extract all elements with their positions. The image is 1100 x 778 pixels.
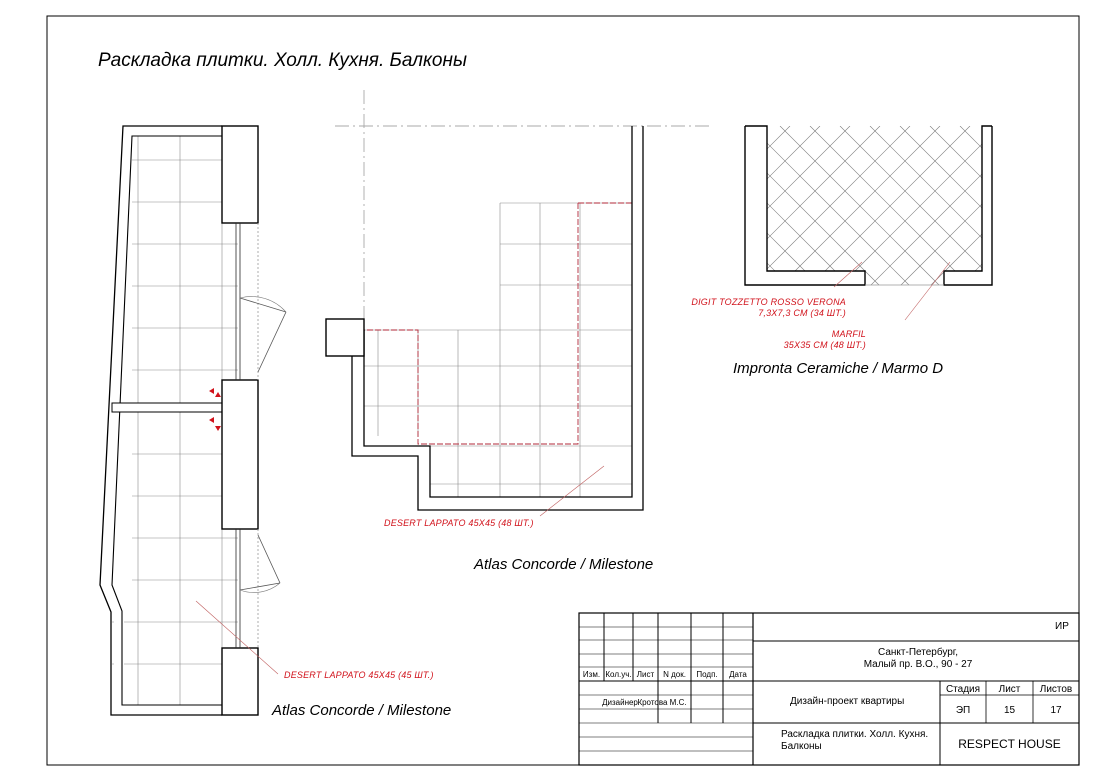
left-balcony-plan [100, 126, 286, 715]
title-block-code: ИР [1055, 621, 1069, 632]
company-name: RESPECT HOUSE [958, 737, 1061, 751]
right-tile-note-2-line1: MARFIL [831, 329, 866, 339]
address-line1: Санкт-Петербург, [878, 647, 958, 658]
designer-name: Кротова М.С. [637, 698, 687, 707]
sheet-value: 15 [1003, 705, 1016, 716]
drawing-title-line2: Балконы [781, 741, 822, 752]
right-balcony-plan [390, 126, 1100, 526]
right-plan-caption: Impronta Ceramiche / Marmo D [733, 360, 944, 377]
center-leader-line [540, 466, 604, 516]
project-name: Дизайн-проект квартиры [790, 696, 905, 707]
center-plan-caption: Atlas Concorde / Milestone [474, 556, 654, 573]
sheets-label: Листов [1039, 684, 1073, 695]
drawing-title-line1: Раскладка плитки. Холл. Кухня. [781, 729, 929, 740]
right-leader-2 [905, 262, 950, 320]
header-list: Лист [636, 670, 655, 679]
right-tile-note-1-line2: 7,3X7,3 CM (34 ШТ.) [758, 308, 846, 318]
left-tile-note: DESERT LAPPATO 45X45 (45 ШТ.) [284, 670, 434, 680]
header-n-dok: N док. [663, 670, 686, 679]
right-tile-note-1-line1: DIGIT TOZZETTO ROSSO VERONA [691, 297, 846, 307]
header-izm: Изм. [582, 670, 601, 679]
header-data: Дата [729, 670, 747, 679]
sheet-label: Лист [998, 684, 1021, 695]
header-kol-uch: Кол.уч. [605, 670, 632, 679]
left-plan-caption: Atlas Concorde / Milestone [272, 702, 452, 719]
page-title: Раскладка плитки. Холл. Кухня. Балконы [98, 50, 467, 71]
center-tile-note: DESERT LAPPATO 45X45 (48 ШТ.) [384, 518, 534, 528]
center-plan [326, 90, 712, 516]
header-podp: Подп. [696, 670, 718, 679]
stage-value: ЭП [955, 705, 971, 716]
stage-label: Стадия [945, 684, 981, 695]
designer-role: Дизайнер [602, 698, 638, 707]
center-tile-grid [364, 203, 632, 497]
address-line2: Малый пр. В.О., 90 - 27 [863, 659, 973, 670]
sheets-value: 17 [1050, 705, 1062, 716]
right-tile-note-2-line2: 35X35 CM (48 ШТ.) [783, 340, 866, 350]
